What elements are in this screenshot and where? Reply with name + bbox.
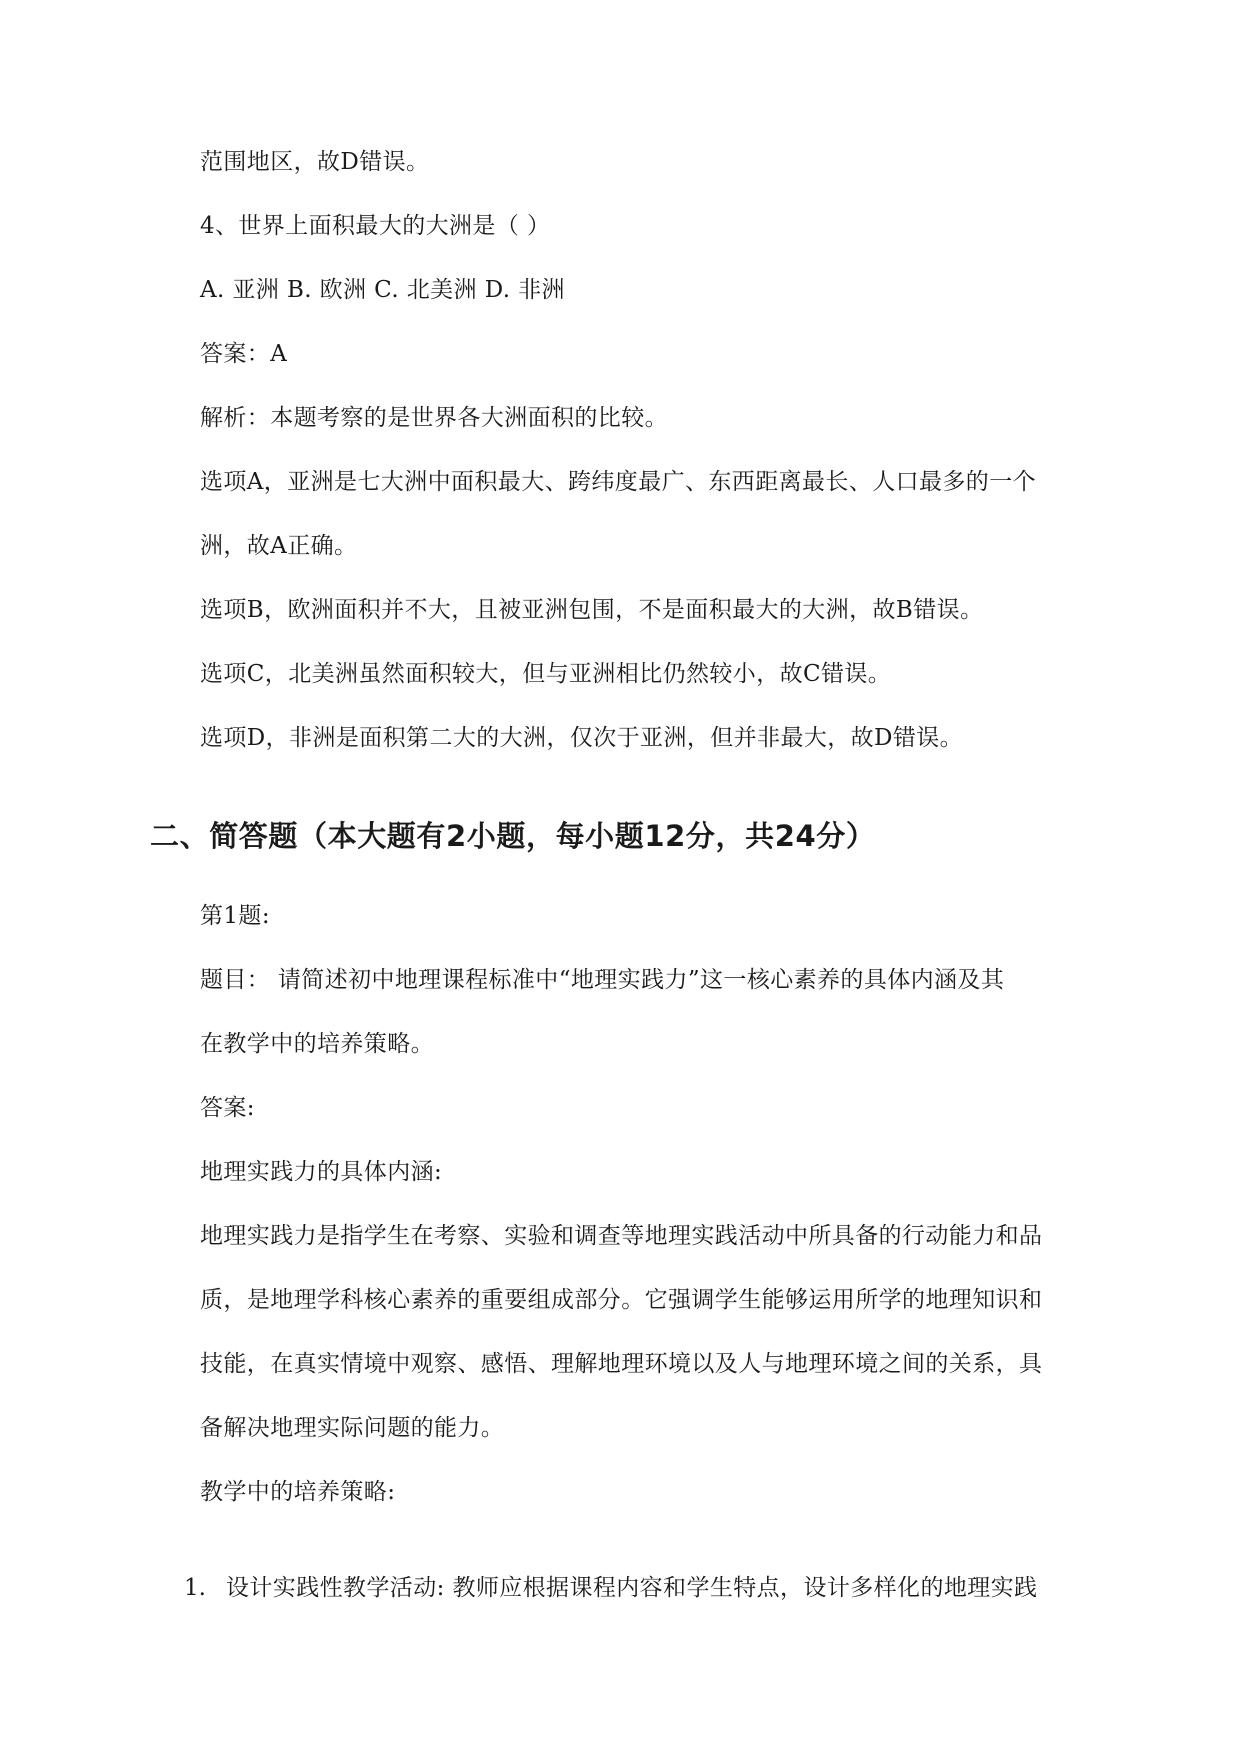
option-d-explanation: 选项D，非洲是面积第二大的大洲，仅次于亚洲，但并非最大，故D错误。 xyxy=(200,725,964,751)
meaning-paragraph-line4: 备解决地理实际问题的能力。 xyxy=(200,1415,505,1441)
question-4-options: A. 亚洲 B. 欧洲 C. 北美洲 D. 非洲 xyxy=(200,277,565,303)
option-a-explanation-line2: 洲，故A正确。 xyxy=(200,533,358,559)
question-4-analysis: 解析：本题考察的是世界各大洲面积的比较。 xyxy=(200,405,668,431)
question-1-text-line2: 在教学中的培养策略。 xyxy=(200,1031,434,1057)
meaning-paragraph-line1: 地理实践力是指学生在考察、实验和调查等地理实践活动中所具备的行动能力和品 xyxy=(200,1223,1043,1249)
section-heading: 二、简答题（本大题有2小题，每小题12分，共24分） xyxy=(150,819,876,853)
option-a-explanation-line1: 选项A，亚洲是七大洲中面积最大、跨纬度最广、东西距离最长、人口最多的一个 xyxy=(200,469,1037,495)
option-b-explanation: 选项B，欧洲面积并不大，且被亚洲包围，不是面积最大的大洲，故B错误。 xyxy=(200,597,984,623)
meaning-paragraph-line2: 质，是地理学科核心素养的重要组成部分。它强调学生能够运用所学的地理知识和 xyxy=(200,1287,1043,1313)
meaning-paragraph-line3: 技能，在真实情境中观察、感悟、理解地理环境以及人与地理环境之间的关系，具 xyxy=(200,1351,1043,1377)
answer-label: 答案: xyxy=(200,1095,255,1121)
question-1-label: 第1题: xyxy=(200,903,270,929)
question-4: 4、世界上面积最大的大洲是（ ） xyxy=(200,213,551,239)
strategy-title: 教学中的培养策略: xyxy=(200,1479,396,1505)
meaning-title: 地理实践力的具体内涵: xyxy=(200,1159,443,1185)
q3-tail-text: 范围地区，故D错误。 xyxy=(200,149,430,175)
strategy-1-text: 设计实践性教学活动: 教师应根据课程内容和学生特点，设计多样化的地理实践 xyxy=(226,1575,1038,1601)
question-4-answer: 答案：A xyxy=(200,341,288,367)
question-1-text-line1: 题目： 请简述初中地理课程标准中“地理实践力”这一核心素养的具体内涵及其 xyxy=(200,967,1005,993)
option-c-explanation: 选项C，北美洲虽然面积较大，但与亚洲相比仍然较小，故C错误。 xyxy=(200,661,892,687)
list-number: 1. xyxy=(184,1575,206,1601)
